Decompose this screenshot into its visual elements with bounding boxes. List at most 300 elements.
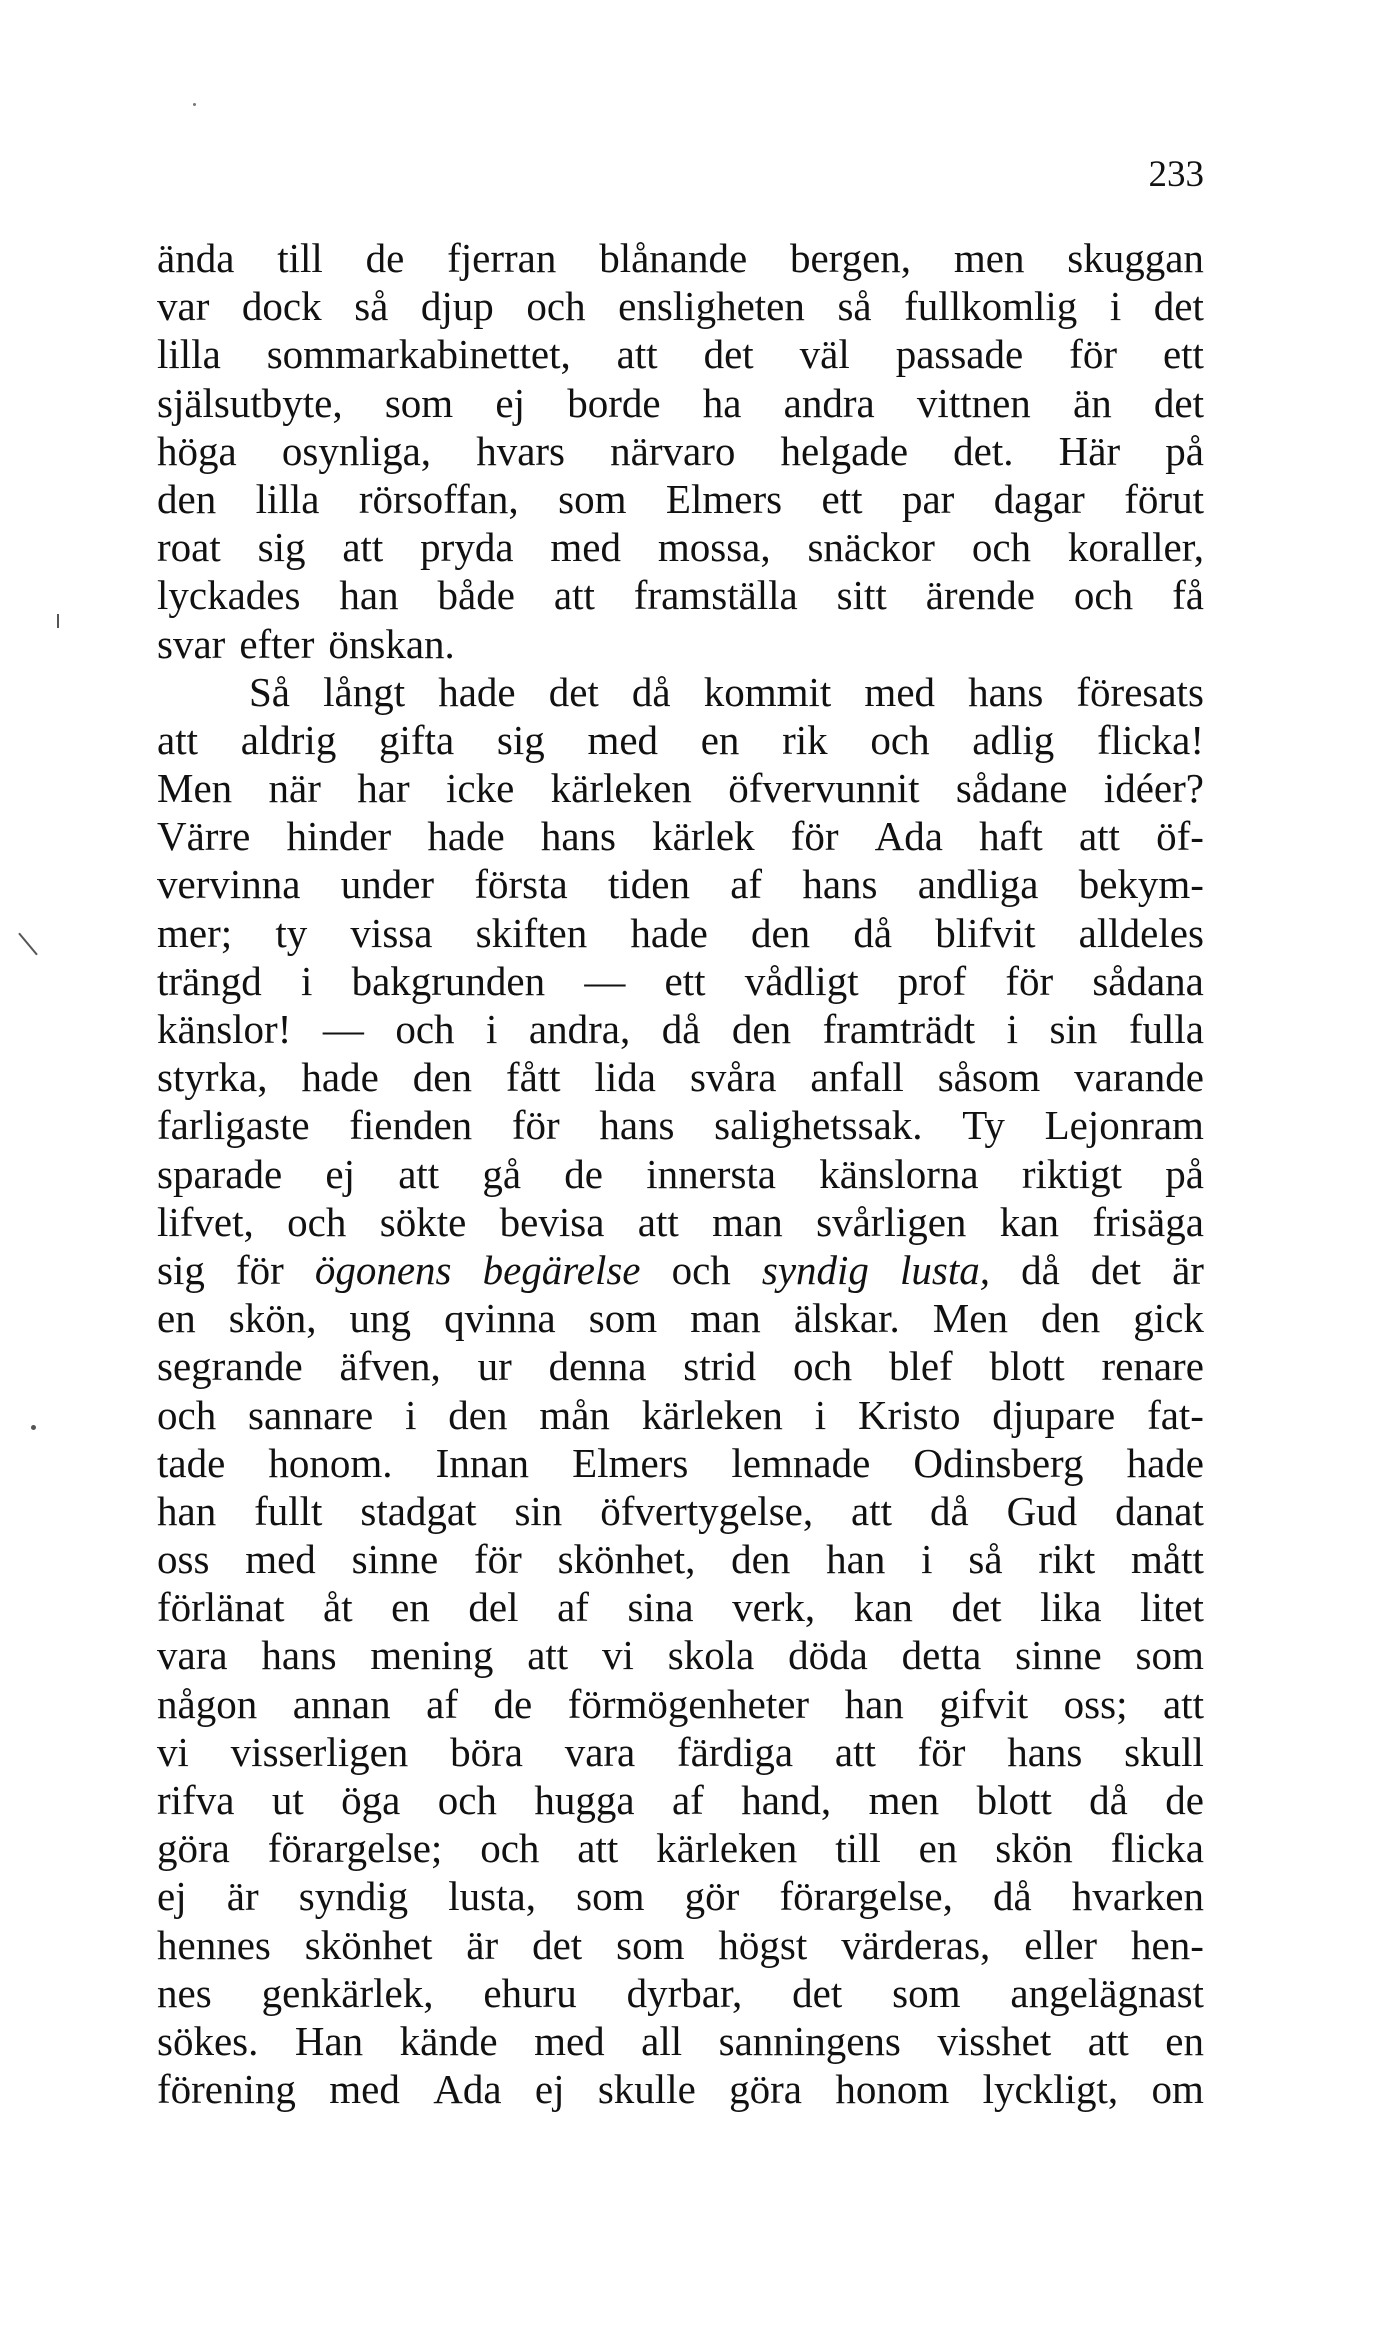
word: för xyxy=(790,813,839,860)
word: ej xyxy=(157,1873,187,1920)
top-dot-mark xyxy=(193,103,196,106)
text-line xyxy=(157,1439,1204,1487)
word: borde xyxy=(567,379,661,426)
word: sinne xyxy=(1015,1632,1102,1679)
word: älskar. xyxy=(793,1295,900,1342)
word: icke xyxy=(446,765,515,812)
word: en xyxy=(700,716,740,763)
word: osynliga, xyxy=(281,427,432,474)
text-line xyxy=(157,282,1204,330)
word: mån xyxy=(539,1391,610,1438)
word: danat xyxy=(1115,1487,1204,1534)
word: för xyxy=(917,1728,966,1775)
word: har xyxy=(357,765,410,812)
word: en xyxy=(157,1295,196,1342)
word: skiften xyxy=(475,909,588,956)
word: ej xyxy=(325,1150,355,1197)
word: för xyxy=(1005,957,1054,1004)
word: bevisa xyxy=(499,1198,605,1245)
text-line xyxy=(157,1824,1204,1872)
word: innersta xyxy=(646,1150,776,1197)
word: så xyxy=(837,283,872,330)
text-line xyxy=(157,1342,1204,1390)
word: fat- xyxy=(1147,1391,1204,1438)
word: och xyxy=(287,1198,347,1245)
word: sig xyxy=(496,716,545,763)
word: som xyxy=(1135,1632,1204,1679)
word: hen- xyxy=(1131,1921,1204,1968)
text-line xyxy=(157,812,1204,860)
word: kärleken xyxy=(641,1391,783,1438)
word: att xyxy=(1087,2017,1129,2064)
word: Gud xyxy=(1006,1487,1078,1534)
word: litet xyxy=(1140,1584,1204,1631)
word: är xyxy=(226,1873,259,1920)
word: hans xyxy=(540,813,616,860)
word: kärleken xyxy=(550,765,692,812)
word: höga xyxy=(157,427,237,474)
word: och xyxy=(971,524,1032,571)
margin-slash-mark xyxy=(18,933,38,956)
word: med xyxy=(329,2066,400,2113)
word: i xyxy=(921,1536,933,1583)
word: blånande xyxy=(599,235,748,281)
word: skulle xyxy=(597,2066,696,2113)
word: af xyxy=(557,1584,589,1631)
word: gifvit xyxy=(939,1680,1029,1727)
word: både xyxy=(437,572,515,619)
word: det xyxy=(703,331,754,378)
word: Odinsberg xyxy=(913,1439,1084,1486)
word: den xyxy=(731,1536,791,1583)
word: göra xyxy=(729,2066,802,2113)
word: känslor! xyxy=(157,1006,292,1052)
word: lifvet, xyxy=(157,1198,254,1245)
word: framträdt xyxy=(822,1006,976,1052)
word: gå xyxy=(482,1150,522,1197)
word: som xyxy=(576,1873,645,1920)
text-line xyxy=(157,1680,1204,1728)
word: lemnade xyxy=(731,1439,871,1486)
word: bakgrunden xyxy=(351,957,546,1004)
word: sig xyxy=(257,524,306,571)
word: han xyxy=(339,572,399,619)
word: de xyxy=(493,1680,533,1727)
word: ögonens xyxy=(314,1246,452,1293)
word: rik xyxy=(782,716,828,763)
word: idéer? xyxy=(1103,765,1204,812)
word: närvaro xyxy=(610,427,736,474)
word: han xyxy=(157,1487,217,1534)
word: den xyxy=(750,909,811,956)
word: lusta, xyxy=(900,1246,991,1293)
word: Ada xyxy=(433,2066,502,2113)
page-number: 233 xyxy=(1148,154,1204,195)
word: ensligheten xyxy=(618,283,805,330)
word: var xyxy=(157,283,210,330)
word: rifva xyxy=(157,1777,235,1823)
word: förmögenheter xyxy=(567,1680,810,1727)
word: mening xyxy=(370,1632,494,1679)
word: då xyxy=(1089,1777,1128,1823)
word: sina xyxy=(627,1584,694,1631)
word: det xyxy=(1153,283,1204,330)
word: andra xyxy=(783,379,875,426)
word: den xyxy=(1041,1295,1101,1342)
word: så xyxy=(354,283,389,330)
word: de xyxy=(564,1150,603,1197)
word: hvarken xyxy=(1071,1873,1204,1920)
word: farligaste xyxy=(157,1102,310,1149)
word: att xyxy=(1078,813,1120,860)
text-line xyxy=(157,1198,1204,1246)
word: Kristo xyxy=(857,1391,961,1438)
text-line xyxy=(157,2017,1204,2065)
word: framställa xyxy=(633,572,798,619)
word: hade xyxy=(438,668,516,715)
word: hade xyxy=(1126,1439,1204,1486)
word: men xyxy=(953,235,1025,281)
word: lika xyxy=(1040,1584,1102,1631)
word: till xyxy=(277,235,323,281)
word: all xyxy=(641,2017,683,2064)
word: döda xyxy=(788,1632,868,1679)
text-line xyxy=(157,668,1204,716)
word: kände xyxy=(399,2017,498,2064)
word: ha xyxy=(702,379,742,426)
word: trängd xyxy=(157,957,262,1004)
word: hinder xyxy=(286,813,392,860)
word: att xyxy=(616,331,658,378)
word: på xyxy=(1165,1150,1204,1197)
word: under xyxy=(340,861,435,908)
word: långt xyxy=(323,668,406,715)
word: då xyxy=(661,1006,701,1052)
word: och xyxy=(437,1777,497,1823)
word: bekym- xyxy=(1078,861,1204,908)
word: förlänat xyxy=(157,1584,285,1631)
text-line xyxy=(157,1921,1204,1969)
word: ett xyxy=(821,475,863,522)
word: oss xyxy=(157,1536,210,1583)
word: aldrig xyxy=(240,716,337,763)
word: mått xyxy=(1131,1536,1204,1583)
text-line xyxy=(157,330,1204,378)
word: skuggan xyxy=(1067,235,1204,281)
word: ur xyxy=(477,1343,512,1390)
word: Så xyxy=(249,668,290,715)
word: lyckligt, xyxy=(982,2066,1119,2113)
word: att xyxy=(834,1728,876,1775)
word: första xyxy=(474,861,568,908)
word: pryda xyxy=(420,524,514,571)
word: gifta xyxy=(379,716,455,763)
word: att xyxy=(398,1150,440,1197)
word: ända xyxy=(157,235,235,281)
word: sitt xyxy=(836,572,887,619)
word: fullkomlig xyxy=(904,283,1078,330)
word: genkärlek, xyxy=(261,1969,434,2016)
word: än xyxy=(1073,379,1112,426)
word: oss; xyxy=(1063,1680,1128,1727)
word: han xyxy=(844,1680,904,1727)
word: då xyxy=(993,1873,1032,1920)
word: i xyxy=(405,1391,417,1438)
word: i xyxy=(486,1006,498,1052)
word: vi xyxy=(602,1632,634,1679)
word: att xyxy=(577,1825,619,1872)
word: han xyxy=(826,1536,886,1583)
text-line xyxy=(157,427,1204,475)
word: blott xyxy=(989,1343,1065,1390)
word: det xyxy=(532,1921,583,1968)
word: ärende xyxy=(925,572,1035,619)
word: fullt xyxy=(254,1487,323,1534)
word: vittnen xyxy=(916,379,1031,426)
word: dyrbar, xyxy=(626,1969,743,2016)
word: på xyxy=(1165,427,1204,474)
word: hugga xyxy=(534,1777,635,1823)
word: att xyxy=(527,1632,569,1679)
word: Ada xyxy=(874,813,943,860)
text-line xyxy=(157,1246,1204,1294)
word: annan xyxy=(292,1680,391,1727)
word: för xyxy=(473,1536,522,1583)
word: förening xyxy=(157,2066,296,2113)
word: strid xyxy=(683,1343,757,1390)
word: böra xyxy=(450,1728,523,1775)
word: skönhet, xyxy=(557,1536,696,1583)
word: detta xyxy=(901,1632,982,1679)
word: i xyxy=(814,1391,827,1438)
word: och xyxy=(526,283,586,330)
word: Värre xyxy=(157,813,251,860)
word: tiden xyxy=(607,861,690,908)
word: hand, xyxy=(741,1777,832,1823)
word: sannare xyxy=(248,1391,374,1438)
word: då xyxy=(929,1487,969,1534)
word: anfall xyxy=(810,1054,904,1101)
word: Ty xyxy=(962,1102,1005,1149)
text-line xyxy=(157,475,1204,523)
text-line xyxy=(157,1294,1204,1342)
word: flicka! xyxy=(1096,716,1204,763)
word: den xyxy=(731,1006,792,1052)
text-line xyxy=(157,1631,1204,1679)
text-line xyxy=(157,1776,1204,1824)
word: någon xyxy=(157,1680,258,1727)
word: verk, xyxy=(732,1584,816,1631)
word: man xyxy=(712,1198,783,1245)
word: som xyxy=(588,1295,658,1342)
word: ehuru xyxy=(483,1969,577,2016)
text-line xyxy=(157,1150,1204,1198)
word: djup xyxy=(420,283,494,330)
word: sökes. xyxy=(157,2017,259,2064)
word: det. xyxy=(953,427,1014,474)
word: men xyxy=(868,1777,940,1823)
margin-tick-mark xyxy=(57,614,59,628)
word: det xyxy=(1153,379,1204,426)
word: att xyxy=(342,524,384,571)
word: hvars xyxy=(476,427,566,474)
word: blott xyxy=(976,1777,1052,1823)
word: en xyxy=(1165,2017,1204,2064)
word: svåra xyxy=(689,1054,777,1101)
word: hans xyxy=(802,861,878,908)
word: fjerran xyxy=(447,235,557,281)
word: och xyxy=(480,1825,540,1872)
word: af xyxy=(671,1777,704,1823)
word: begärelse xyxy=(482,1246,641,1293)
word: åt xyxy=(323,1584,353,1631)
word: denna xyxy=(548,1343,647,1390)
word: roat xyxy=(157,524,221,571)
word: lusta, xyxy=(448,1873,536,1920)
word: att xyxy=(553,572,595,619)
word: och xyxy=(792,1343,853,1390)
word: rörsoffan, xyxy=(358,475,519,522)
word: högst xyxy=(718,1921,808,1968)
word: ej xyxy=(495,379,525,426)
word: är xyxy=(466,1921,499,1968)
text-line xyxy=(157,909,1204,957)
word: i xyxy=(1109,283,1122,330)
word: skön xyxy=(995,1825,1073,1872)
word: öfvertygelse, xyxy=(600,1487,814,1534)
word: förargelse, xyxy=(779,1873,953,1920)
word: Här xyxy=(1058,427,1121,474)
text-line xyxy=(157,234,1204,282)
word: passade xyxy=(895,331,1024,378)
word: att xyxy=(851,1487,893,1534)
word: som xyxy=(384,379,454,426)
word: sin xyxy=(514,1487,563,1534)
word: efter xyxy=(239,620,315,667)
word: fått xyxy=(505,1054,561,1101)
word: vervinna xyxy=(157,861,301,908)
word: det xyxy=(951,1584,1002,1631)
word: af xyxy=(426,1680,458,1727)
word: är xyxy=(1172,1246,1204,1293)
word: visserligen xyxy=(230,1728,409,1775)
text-line xyxy=(157,523,1204,571)
word: ut xyxy=(271,1777,304,1823)
word: stadgat xyxy=(360,1487,477,1534)
word: af xyxy=(730,861,763,908)
word: sommarkabinettet, xyxy=(266,331,571,378)
word: del xyxy=(468,1584,519,1631)
word: honom. xyxy=(268,1439,393,1486)
word: salighetssak. xyxy=(714,1102,923,1149)
word: färdiga xyxy=(677,1728,794,1775)
word: att xyxy=(157,716,198,763)
word: andliga xyxy=(917,861,1039,908)
word: som xyxy=(616,1921,685,1968)
word: den xyxy=(412,1054,472,1101)
word: med xyxy=(245,1536,316,1583)
word: segrande xyxy=(157,1343,303,1390)
word: mer; xyxy=(157,909,233,956)
text-line xyxy=(157,1487,1204,1535)
word: par xyxy=(901,475,955,522)
word: och xyxy=(395,1006,455,1052)
word: kommit xyxy=(703,668,832,715)
word: för xyxy=(1069,331,1117,378)
word: en xyxy=(391,1584,430,1631)
text-line xyxy=(157,1872,1204,1920)
word: de xyxy=(365,235,405,281)
word: i xyxy=(1006,1006,1018,1052)
word: Elmers xyxy=(665,475,783,522)
word: snäckor xyxy=(807,524,935,571)
word: sin xyxy=(1049,1006,1098,1052)
word: vara xyxy=(157,1632,228,1679)
word: djupare xyxy=(992,1391,1116,1438)
text-line xyxy=(157,1391,1204,1439)
word: vi xyxy=(157,1728,189,1775)
word: — xyxy=(584,957,626,1004)
word: qvinna xyxy=(444,1295,556,1342)
word: kan xyxy=(999,1198,1059,1245)
word: svårligen xyxy=(816,1198,967,1245)
word: föresats xyxy=(1076,668,1204,715)
word: vissa xyxy=(350,909,433,956)
margin-dot-mark xyxy=(31,1425,36,1430)
word: sådane xyxy=(955,765,1068,812)
word: hennes xyxy=(157,1921,271,1968)
text-line xyxy=(157,716,1204,764)
word: önskan. xyxy=(328,620,455,667)
word: äfven, xyxy=(339,1343,441,1390)
word: det xyxy=(792,1969,843,2016)
word: Han xyxy=(294,2017,364,2064)
word: kärlek xyxy=(652,813,755,860)
word: blifvit xyxy=(935,909,1036,956)
word: ty xyxy=(275,909,308,956)
word: öga xyxy=(341,1777,401,1823)
word: lyckades xyxy=(157,572,301,619)
word: Innan xyxy=(435,1439,530,1486)
word: koraller, xyxy=(1067,524,1204,571)
word: gick xyxy=(1133,1295,1204,1342)
word: då xyxy=(1021,1246,1060,1293)
text-line xyxy=(157,1101,1204,1149)
word: öfvervunnit xyxy=(728,765,920,812)
word: angelägnast xyxy=(1010,1969,1204,2016)
word: hans xyxy=(968,668,1044,715)
word: den xyxy=(448,1391,508,1438)
word: som xyxy=(558,475,627,522)
word: känslorna xyxy=(819,1150,979,1197)
word: för xyxy=(511,1102,560,1149)
word: fienden xyxy=(349,1102,473,1149)
word: syndig xyxy=(298,1873,409,1920)
word: vådligt xyxy=(744,957,859,1004)
word: hade xyxy=(427,813,505,860)
word: Elmers xyxy=(572,1439,689,1486)
word: hans xyxy=(261,1632,337,1679)
word: fulla xyxy=(1128,1006,1204,1052)
body-text xyxy=(157,234,1204,2113)
word: sig xyxy=(157,1246,205,1293)
word: dock xyxy=(241,283,322,330)
text-line xyxy=(157,1005,1204,1053)
word: lilla xyxy=(255,475,320,522)
text-line xyxy=(157,860,1204,908)
text-line xyxy=(157,1728,1204,1776)
word: lilla xyxy=(157,331,221,378)
